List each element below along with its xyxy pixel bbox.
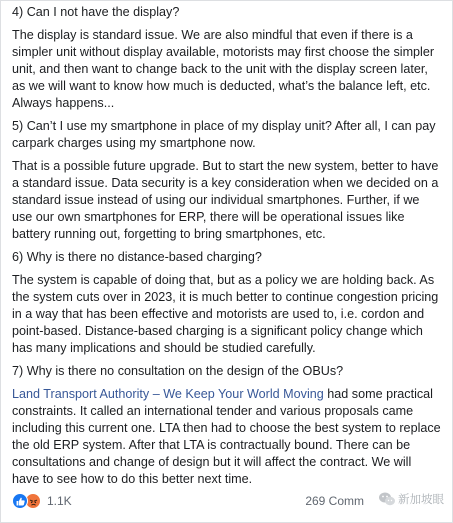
like-icon bbox=[12, 493, 28, 509]
comments-count[interactable]: 269 Comm bbox=[305, 494, 364, 508]
reaction-count: 1.1K bbox=[47, 494, 72, 508]
watermark-text: 新加坡眼 bbox=[398, 494, 444, 506]
question-4: 4) Can I not have the display? bbox=[12, 5, 180, 19]
answer-7-text: had some practical constraints. It called an international tender and various proposals came including this current one. LTA then had to choose the best system to replace the old ERP system. After that LTA is contractually bound. There can be consultations and change of design but it will affect the contract. We will have to see how to do this better next time. bbox=[12, 387, 441, 486]
wechat-logo-icon bbox=[378, 491, 396, 507]
reactions-summary[interactable] bbox=[12, 493, 72, 509]
question-7: 7) Why is there no consultation on the design of the OBUs? bbox=[12, 364, 344, 378]
answer-7 bbox=[12, 386, 442, 488]
post-body bbox=[12, 4, 442, 494]
question-5: 5) Can’t I use my smartphone in place of my display unit? After all, I can pay carpark charges using my smartphone now. bbox=[12, 119, 436, 150]
post-footer bbox=[12, 493, 444, 513]
answer-6: The system is capable of doing that, but as a policy we are holding back. As the system cuts over in 2023, it is much better to continue congestion pricing in a way that has been effective and motorists are used to, i.e. cordon and point-based. Distance-based charging is a significant policy change which has many implications and should be studied carefully. bbox=[12, 273, 439, 355]
watermark bbox=[378, 491, 444, 507]
question-6: 6) Why is there no distance-based charging? bbox=[12, 250, 262, 264]
answer-4: The display is standard issue. We are also mindful that even if there is a simpler unit without display available, motorists may first choose the simpler unit, and then want to change back to the unit with the display screen later, as we will want to know how much is deducted, what’s the balance left, etc. Always happens... bbox=[12, 28, 435, 110]
answer-5: That is a possible future upgrade. But to start the new system, better to have a standard issue. Data security is a key consideration when we decided on a standard issue instead of using our individual smartphones. Further, if we use our own smartphones for ERP, there will be operational issues like battery running out, forgetting to bring smartphones, etc. bbox=[12, 159, 439, 241]
lta-page-link[interactable]: Land Transport Authority – We Keep Your World Moving bbox=[12, 387, 324, 401]
